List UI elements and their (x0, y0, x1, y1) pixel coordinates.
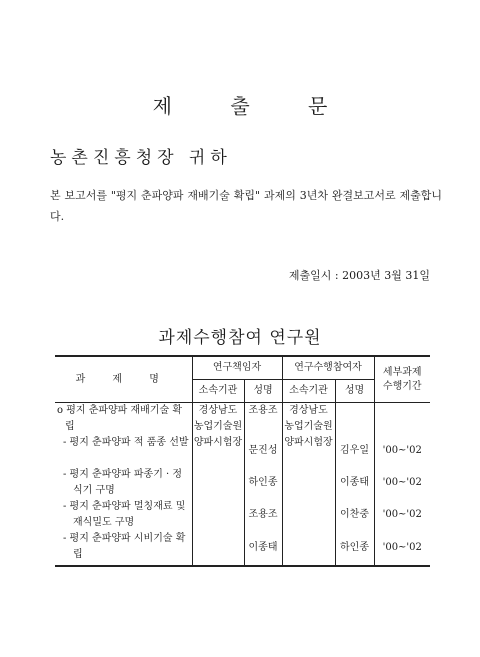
lead-name-cell: 하인종 (244, 467, 282, 499)
participant-org-cell: 경상남도 농업기술원 (282, 403, 335, 436)
recipient-line: 농촌진흥청장 귀하 (50, 148, 232, 168)
task-cell: - 평지 춘파양파 적 품종 선발 (63, 437, 189, 448)
task-cell: o 평지 춘파양파 재배기술 확립 (57, 405, 182, 432)
document-title: 제 출 문 (152, 94, 354, 118)
lead-name-cell: 조용조 (244, 499, 282, 531)
participant-name-cell (335, 403, 374, 436)
header-subtask-period: 세부과제 수행기간 (374, 356, 430, 403)
lead-name-cell: 이종태 (244, 531, 282, 566)
header-lead-org: 소속기관 (192, 380, 244, 403)
task-cell: - 평지 춘파양파 시비기술 확립 (63, 533, 186, 560)
participant-name-cell: 김우일 (335, 435, 374, 467)
header-participant-org: 소속기관 (282, 380, 335, 403)
header-task-name: 과 제 명 (55, 356, 192, 403)
table-row (55, 403, 430, 436)
period-cell: '00~'02 (374, 435, 430, 467)
table-body (55, 403, 430, 567)
period-cell (374, 403, 430, 436)
header-lead-name: 성명 (244, 380, 282, 403)
submission-date: 제출일시 : 2003년 3월 31일 (288, 269, 430, 282)
participant-name-cell: 이종태 (335, 467, 374, 499)
lead-org-cell (192, 531, 244, 566)
submission-statement: 본 보고서를 "평지 춘파양파 재배기술 확립" 과제의 3년차 완결보고서로 제출합니다. (50, 189, 442, 223)
table-row (55, 531, 430, 566)
research-team-table (55, 355, 430, 567)
task-cell: - 평지 춘파양파 멀칭재료 및 재식밀도 구명 (63, 501, 186, 528)
participant-org-cell (282, 467, 335, 499)
section-title: 과제수행참여 연구원 (158, 328, 322, 348)
period-cell: '00~'02 (374, 499, 430, 531)
participant-org-cell (282, 499, 335, 531)
lead-org-cell: 경상남도 농업기술원 (192, 403, 244, 436)
table-row (55, 435, 430, 467)
lead-org-cell (192, 467, 244, 499)
lead-name-cell: 문진성 (244, 435, 282, 467)
lead-org-cell: 양파시험장 (192, 435, 244, 467)
participant-org-cell: 양파시험장 (282, 435, 335, 467)
header-lead-researcher: 연구책임자 (192, 356, 282, 380)
participant-name-cell: 하인종 (335, 531, 374, 566)
participant-org-cell (282, 531, 335, 566)
lead-org-cell (192, 499, 244, 531)
table-row (55, 467, 430, 499)
table-row (55, 499, 430, 531)
participant-name-cell: 이찬중 (335, 499, 374, 531)
task-cell: - 평지 춘파양파 파종기 · 정식기 구명 (63, 469, 183, 496)
period-cell: '00~'02 (374, 531, 430, 566)
period-cell: '00~'02 (374, 467, 430, 499)
lead-name-cell: 조용조 (244, 403, 282, 436)
header-participant-name: 성명 (335, 380, 374, 403)
header-participating-researcher: 연구수행참여자 (282, 356, 374, 380)
